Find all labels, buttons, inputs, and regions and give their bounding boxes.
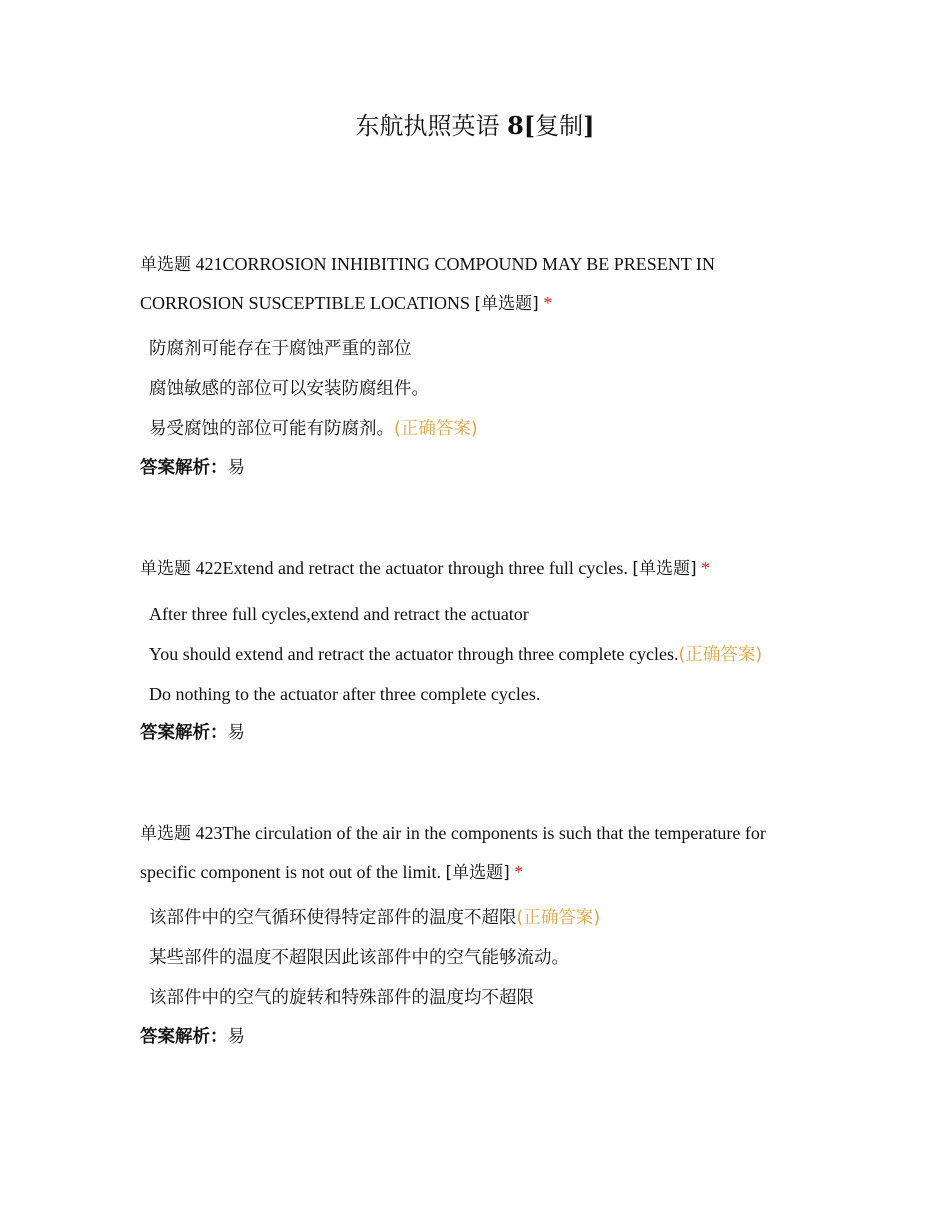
answer-analysis: [140, 714, 810, 752]
question-422: [140, 549, 810, 752]
option-list: [140, 329, 810, 449]
option-text: 该部件中的空气的旋转和特殊部件的温度均不超限: [149, 988, 534, 1008]
analysis-value: 易: [227, 1027, 245, 1047]
question-type-label: 单选题: [140, 255, 191, 275]
required-star: *: [509, 862, 524, 882]
title-suffix: 复制: [535, 112, 584, 140]
question-type-tag: [单选题]: [474, 294, 539, 314]
question-type-tag: [单选题]: [445, 863, 510, 883]
option-text: 某些部件的温度不超限因此该部件中的空气能够流动。: [149, 948, 569, 968]
question-number: 423: [191, 823, 223, 843]
option-text: 防腐剂可能存在于腐蚀严重的部位: [149, 339, 412, 359]
question-stem: [140, 549, 810, 588]
analysis-label: 答案解析：: [140, 458, 228, 478]
option-list: [140, 898, 810, 1018]
analysis-label: 答案解析：: [140, 723, 228, 743]
option-c[interactable]: [149, 674, 810, 714]
answer-analysis: [140, 1018, 810, 1056]
title-number: 8[: [507, 111, 536, 140]
correct-answer-tag: (正确答案): [678, 645, 763, 665]
title-prefix: 东航执照英语: [355, 112, 500, 140]
question-423: [140, 814, 810, 1056]
option-a[interactable]: [149, 898, 810, 938]
required-star: *: [696, 558, 711, 578]
option-b[interactable]: [149, 938, 810, 978]
question-stem: [140, 245, 810, 323]
question-type-label: 单选题: [140, 559, 191, 579]
analysis-value: 易: [227, 723, 245, 743]
question-text: CORROSION INHIBITING COMPOUND MAY BE PRESENT IN CORROSION SUSCEPTIBLE LOCATIONS: [140, 254, 715, 313]
option-a[interactable]: [149, 329, 810, 369]
question-type-tag: [单选题]: [632, 559, 697, 579]
title-close: ]: [583, 111, 595, 140]
option-c[interactable]: [149, 409, 810, 449]
question-type-label: 单选题: [140, 824, 191, 844]
option-b[interactable]: [149, 369, 810, 409]
question-421: [140, 245, 810, 487]
option-text: 该部件中的空气循环使得特定部件的温度不超限: [149, 908, 517, 928]
question-text: The circulation of the air in the components is such that the temperature for specific component is not out of the limit.: [140, 823, 766, 882]
question-text: Extend and retract the actuator through three full cycles.: [222, 558, 633, 578]
question-number: 422: [191, 558, 223, 578]
option-list: [140, 594, 810, 714]
option-b[interactable]: [149, 634, 810, 674]
option-text: After three full cycles,extend and retract the actuator: [149, 604, 529, 624]
option-text: You should extend and retract the actuator through three complete cycles.: [149, 644, 679, 664]
analysis-value: 易: [227, 458, 245, 478]
required-star: *: [538, 293, 553, 313]
analysis-label: 答案解析：: [140, 1027, 228, 1047]
question-stem: [140, 814, 810, 892]
correct-answer-tag: (正确答案): [394, 419, 478, 439]
answer-analysis: [140, 449, 810, 487]
question-number: 421: [191, 254, 223, 274]
option-c[interactable]: [149, 978, 810, 1018]
document-title: [0, 108, 950, 144]
option-text: Do nothing to the actuator after three complete cycles.: [149, 684, 541, 704]
option-text: 腐蚀敏感的部位可以安装防腐组件。: [149, 379, 429, 399]
option-a[interactable]: [149, 594, 810, 634]
option-text: 易受腐蚀的部位可能有防腐剂。: [149, 419, 394, 439]
correct-answer-tag: (正确答案): [516, 908, 601, 928]
